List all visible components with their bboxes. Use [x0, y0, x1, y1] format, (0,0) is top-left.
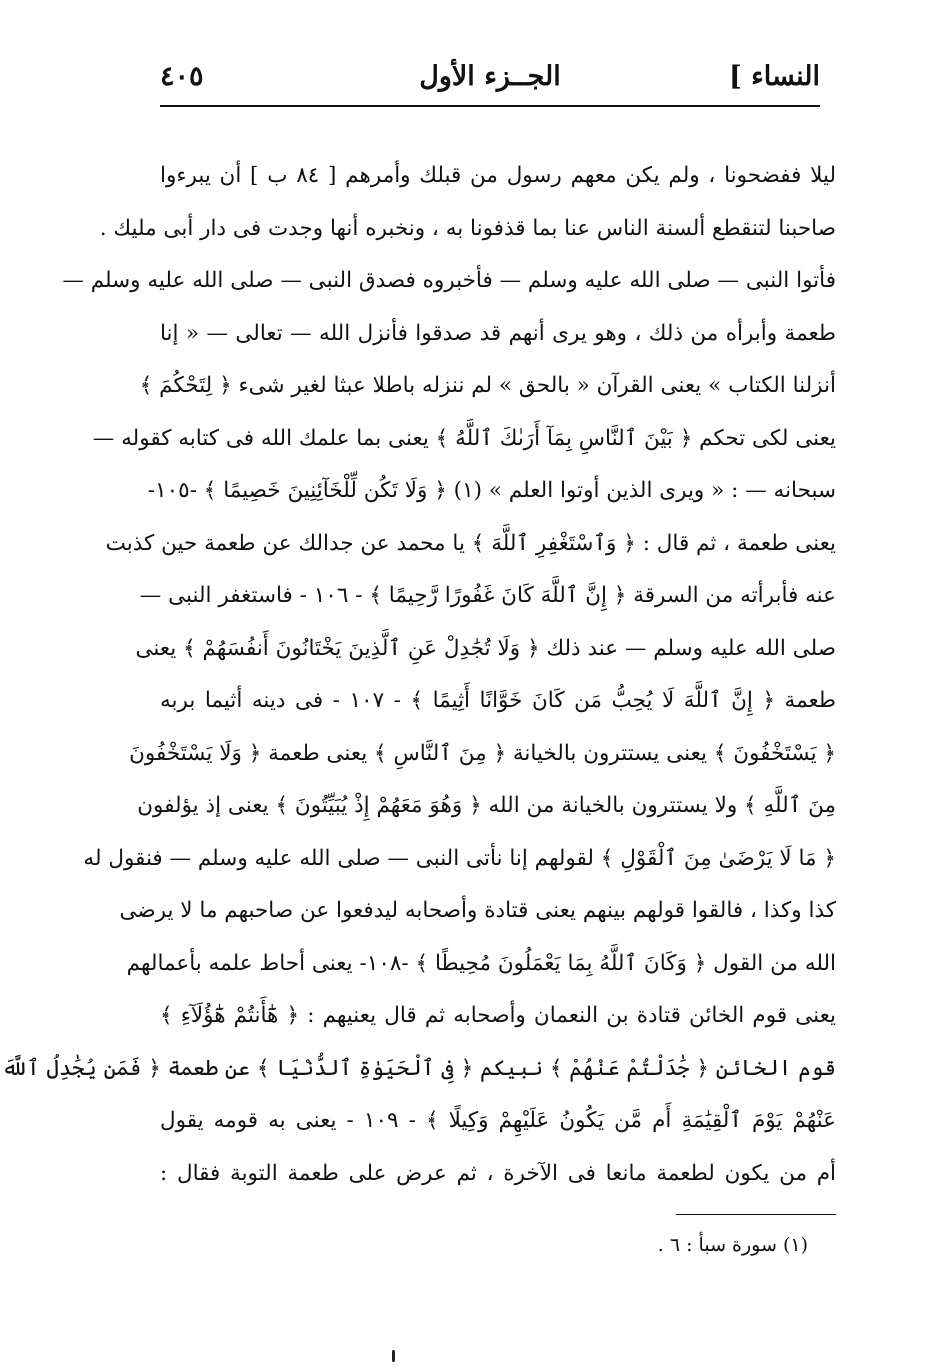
text-line: أنزلنا الكتاب » يعنى القرآن « بالحق » لم ننزله باطلا عبثا لغير شىء ﴿ لِتَحْكُمَ ﴾ [139, 373, 836, 398]
text-line: أم من يكون لطعمة مانعا فى الآخرة ، ثم عرض على طعمة التوبة فقال : [160, 1160, 836, 1186]
text-line: يعنى لكى تحكم ﴿ بَيْنَ ٱلنَّاسِ بِمَآ أَرَىٰكَ ٱللَّهُ ﴾ يعنى بما علمك الله فى كتابه كقوله — [92, 425, 836, 451]
body-text [1, 150, 837, 1200]
running-header [160, 55, 820, 107]
text-line: كذا وكذا ، فالقوا قولهم بينهم يعنى قتادة وأصحابه ليدفعوا عن صاحبهم ما لا يرضى [119, 898, 836, 923]
footnote: (١) سورة سبأ : ٦ . [657, 1234, 808, 1256]
text-line: طعمة وأبرأه من ذلك ، وهو يرى أنهم قد صدقوا فأنزل الله — تعالى — « إنا [160, 320, 836, 346]
text-line: يعنى طعمة ، ثم قال : ﴿ وَٱسْتَغْفِرِ ٱللَّهَ ﴾ يا محمد عن جدالك عن طعمة حين كذبت [105, 530, 836, 556]
footnote-rule [676, 1214, 836, 1215]
text-line: الله من القول ﴿ وَكَانَ ٱللَّهُ بِمَا يَعْمَلُونَ مُحِيطًا ﴾ -١٠٨- يعنى أحاط علمه بأعمالهم [126, 950, 836, 976]
text-line: طعمة ﴿ إِنَّ ٱللَّهَ لَا يُحِبُّ مَن كَانَ خَوَّانًا أَثِيمًا ﴾ - ١٠٧ - فى دينه أثيما بربه [160, 688, 836, 713]
text-line: قوم الخائن ﴿ جَٰدَلْتُمْ عَنْهُمْ ﴾ نبيكم ﴿ فِى ٱلْحَيَوٰةِ ٱلدُّنْيَا ﴾ عن طعمة ﴿ فَمَن يُجَٰدِلُ ٱللَّهَ [1, 1055, 836, 1081]
text-line: ﴿ يَسْتَخْفُونَ ﴾ يعنى يستترون بالخيانة ﴿ مِنَ ٱلنَّاسِ ﴾ يعنى طعمة ﴿ وَلَا يَسْتَخْفُونَ [129, 740, 836, 766]
text-line: صاحبنا لتنقطع ألسنة الناس عنا بما قذفونا به ، ونخبره أنها وجدت فى دار أبى مليك . [99, 215, 836, 241]
part-title: الجــزء الأول [419, 61, 561, 92]
text-line: ليلا ففضحونا ، ولم يكن معهم رسول من قبلك وأمرهم [ ٨٤ ب ] أن يبرءوا [160, 163, 837, 188]
section-title: النساء ] [728, 61, 820, 92]
text-line: مِنَ ٱللَّهِ ﴾ ولا يستترون بالخيانة من الله ﴿ وَهُوَ مَعَهُمْ إِذْ يُبَيِّتُونَ ﴾ يعنى إذ يؤلفون [137, 793, 836, 818]
page-number: ٤٠٥ [160, 61, 204, 92]
print-mark [392, 1350, 395, 1362]
text-line: سبحانه — : « ويرى الذين أوتوا العلم » (١) ﴿ وَلَا تَكُن لِّلْخَآئِنِينَ خَصِيمًا ﴾ -١٠٥- [147, 478, 836, 503]
text-line: صلى الله عليه وسلم — عند ذلك ﴿ وَلَا تُجَٰدِلْ عَنِ ٱلَّذِينَ يَخْتَانُونَ أَنفُسَهُمْ ﴾ يعنى [135, 635, 836, 661]
text-line: يعنى قوم الخائن قتادة بن النعمان وأصحابه ثم قال يعنيهم : ﴿ هَٰٓأَنتُمْ هَٰٓؤُلَآءِ ﴾ [160, 1003, 836, 1028]
text-line: عنه فأبرأته من السرقة ﴿ إِنَّ ٱللَّهَ كَانَ غَفُورًا رَّحِيمًا ﴾ - ١٠٦ - فاستغفر النبى — [139, 583, 836, 608]
header-rule [160, 105, 820, 107]
text-line: ﴿ مَا لَا يَرْضَىٰ مِنَ ٱلْقَوْلِ ﴾ لقولهم إنا نأتى النبى — صلى الله عليه وسلم — فنقول له [83, 845, 836, 871]
text-line: عَنْهُمْ يَوْمَ ٱلْقِيَٰمَةِ أَم مَّن يَكُونُ عَلَيْهِمْ وَكِيلًا ﴾ - ١٠٩ - يعنى به قومه يقول [160, 1108, 836, 1133]
text-line: فأتوا النبى — صلى الله عليه وسلم — فأخبروه فصدق النبى — صلى الله عليه وسلم — [62, 268, 836, 293]
